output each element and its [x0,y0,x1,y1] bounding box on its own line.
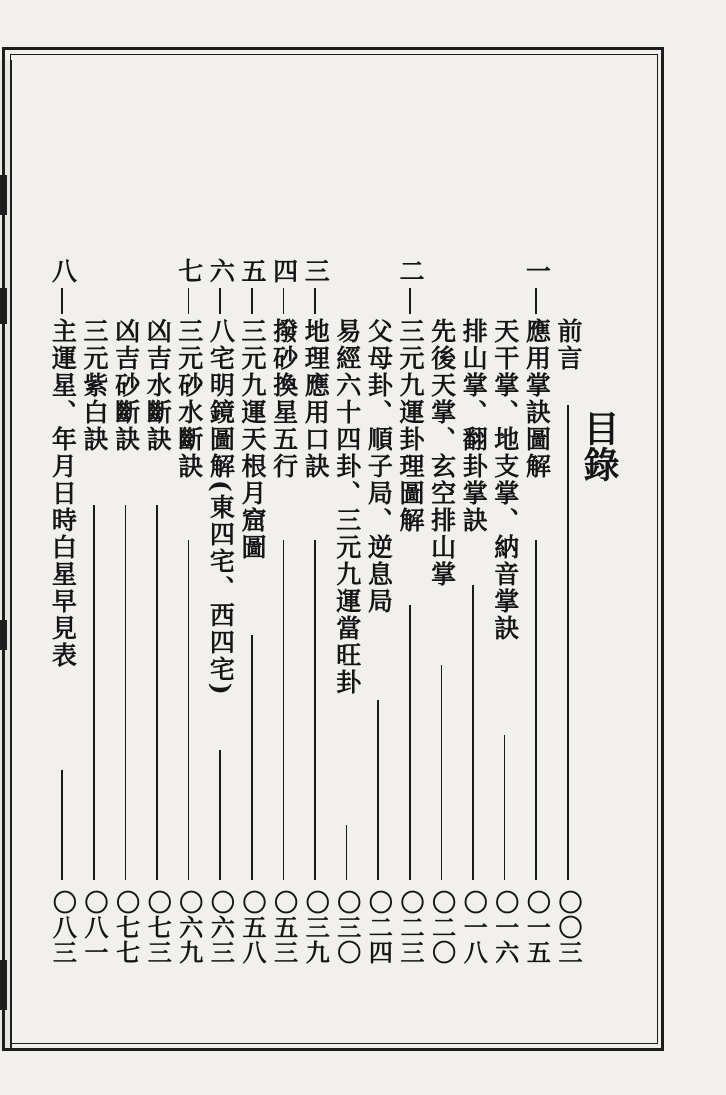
entry-title: 排山掌、翻卦掌訣 [459,318,489,534]
leader-line [346,825,348,880]
toc-entry [457,0,489,1095]
leader-line [441,665,443,880]
entry-title: 三元紫白訣 [80,318,109,453]
entry-title: 八宅明鏡圖解(東四宅、西四宅) [206,318,236,697]
entry-title: 天干掌、地支掌、納音掌訣 [490,318,520,642]
section-number: 八 [48,258,78,281]
page-number: 〇二四 [364,890,394,965]
entry-title: 父母卦、順子局、逆息局 [364,318,394,615]
leader-line [504,735,506,880]
page-title: 目錄 [578,410,620,482]
toc-entry [110,0,142,1095]
leader-line [156,505,158,880]
section-dash [188,288,190,314]
leader-line [61,770,63,880]
section-number: 一 [522,258,552,281]
page-number: 〇〇三 [554,890,583,965]
page-number: 〇一六 [490,890,520,965]
toc-entry [520,0,552,1095]
section-dash [61,288,63,314]
page-number: 〇七三 [143,890,173,965]
entry-title: 三元九運天根月窟圖 [238,318,267,561]
page-number: 〇七七 [111,890,141,965]
leader-line [283,540,285,880]
section-dash [219,288,221,314]
leader-line [188,540,190,880]
page-number: 〇八三 [48,890,78,965]
toc-entry [489,0,521,1095]
page-number: 〇三〇 [332,890,362,965]
toc-entry [173,0,205,1095]
leader-line [377,700,379,880]
toc-entry [426,0,458,1095]
entry-title: 地理應用口訣 [301,318,331,480]
toc-entry [141,0,173,1095]
section-number: 六 [206,258,236,281]
section-number: 七 [174,258,204,281]
page-number: 〇八一 [80,890,109,965]
section-dash [314,288,316,314]
entry-title: 三元砂水斷訣 [174,318,204,480]
page-number: 〇三九 [301,890,331,965]
leader-line [251,635,253,880]
entry-title: 凶吉水斷訣 [143,318,173,453]
page-number: 〇六三 [206,890,236,965]
page-number: 〇五八 [238,890,267,965]
page-number: 〇二〇 [427,890,457,965]
section-number: 三 [301,258,331,281]
leader-line [535,540,537,880]
section-number: 五 [238,258,267,281]
section-dash [251,288,253,314]
entry-title: 三元九運卦理圖解 [396,318,425,534]
page-number: 〇六九 [174,890,204,965]
section-dash [535,288,537,314]
entry-title: 主運星、年月日時白星早見表 [48,318,78,669]
page-number: 〇五三 [269,890,299,965]
leader-line [567,405,569,880]
leader-line [219,750,221,880]
toc-entry [78,0,110,1095]
entry-title: 凶吉砂斷訣 [111,318,141,453]
entry-title: 撥砂換星五行 [269,318,299,480]
toc-entry [394,0,426,1095]
toc-entry [331,0,363,1095]
entry-title: 易經六十四卦、三元九運當旺卦 [332,318,362,696]
leader-line [314,540,316,880]
toc-entry [362,0,394,1095]
entry-title: 先後天掌、玄空排山掌 [427,318,457,588]
section-number: 二 [396,258,425,281]
toc-entry [236,0,268,1095]
page-number: 〇一八 [459,890,489,965]
section-number: 四 [269,258,299,281]
toc-entry [204,0,236,1095]
page-number: 〇一五 [522,890,552,965]
toc-entry [299,0,331,1095]
leader-line [472,585,474,880]
toc-entry [552,0,584,1095]
page-number: 〇二三 [396,890,425,965]
section-dash [283,288,285,314]
leader-line [93,505,95,880]
toc-entry [46,0,78,1095]
leader-line [409,605,411,880]
section-dash [409,288,411,314]
entry-title: 前言 [554,318,583,372]
entry-title: 應用掌訣圖解 [522,318,552,480]
leader-line [125,505,127,880]
toc-entry [268,0,300,1095]
